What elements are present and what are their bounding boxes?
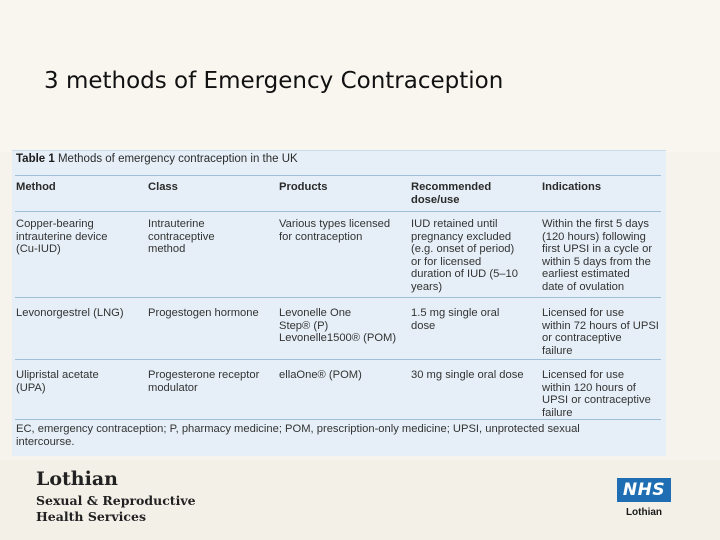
cell-products: ellaOne® (POM) (279, 369, 362, 381)
cell-method: Levonorgestrel (LNG) (16, 307, 124, 319)
cell-indications: Licensed for use within 72 hours of UPSI or contraceptive failure (542, 307, 659, 357)
table-rule (15, 297, 661, 298)
header-dose: Recommended dose/use (411, 181, 492, 206)
header-indications: Indications (542, 181, 602, 193)
cell-class: Progestogen hormone (148, 307, 259, 319)
header-class: Class (148, 181, 178, 193)
table-rule (15, 419, 661, 420)
cell-method: Copper-bearing intrauterine device (Cu-IUD) (16, 218, 108, 256)
header-products: Products (279, 181, 328, 193)
org-name: Lothian (36, 468, 118, 490)
table-rule (15, 359, 661, 360)
table-caption-text: Methods of emergency contraception in the UK (54, 153, 298, 165)
nhs-logo: NHS (617, 478, 671, 502)
cell-class: Intrauterine contraceptive method (148, 218, 215, 256)
cell-products: Various types licensed for contraception (279, 218, 391, 243)
table-caption (16, 153, 298, 165)
cell-dose: 1.5 mg single oral dose (411, 307, 500, 332)
cell-method: Ulipristal acetate (UPA) (16, 369, 99, 394)
org-line-1: Sexual & Reproductive (36, 493, 196, 508)
slide-title: 3 methods of Emergency Contraception (44, 68, 504, 94)
cell-class: Progesterone receptor modulator (148, 369, 260, 394)
nhs-area-name: Lothian (625, 507, 663, 518)
table-rule (15, 211, 661, 212)
org-line-2: Health Services (36, 509, 147, 524)
title-band (0, 0, 720, 152)
cell-products: Levonelle One Step® (P) Levonelle1500® (POM) (279, 307, 397, 345)
table-rule (15, 175, 661, 176)
cell-indications: Licensed for use within 120 hours of UPSI or contraceptive failure (542, 369, 651, 419)
cell-dose: IUD retained until pregnancy excluded (e.g. onset of period) or for licensed duration of IUD (5–10 years) (411, 218, 518, 293)
cell-dose: 30 mg single oral dose (411, 369, 524, 381)
cell-indications: Within the first 5 days (120 hours) following first UPSI in a cycle or within 5 days from the earliest estimated date of ovulation (542, 218, 653, 293)
header-method: Method (16, 181, 56, 193)
table-footnote: EC, emergency contraception; P, pharmacy medicine; POM, prescription-only medicine; UPSI, unprotected sexual intercourse. (16, 423, 580, 448)
table-caption-label: Table 1 (16, 153, 55, 165)
ec-methods-table (12, 150, 666, 456)
